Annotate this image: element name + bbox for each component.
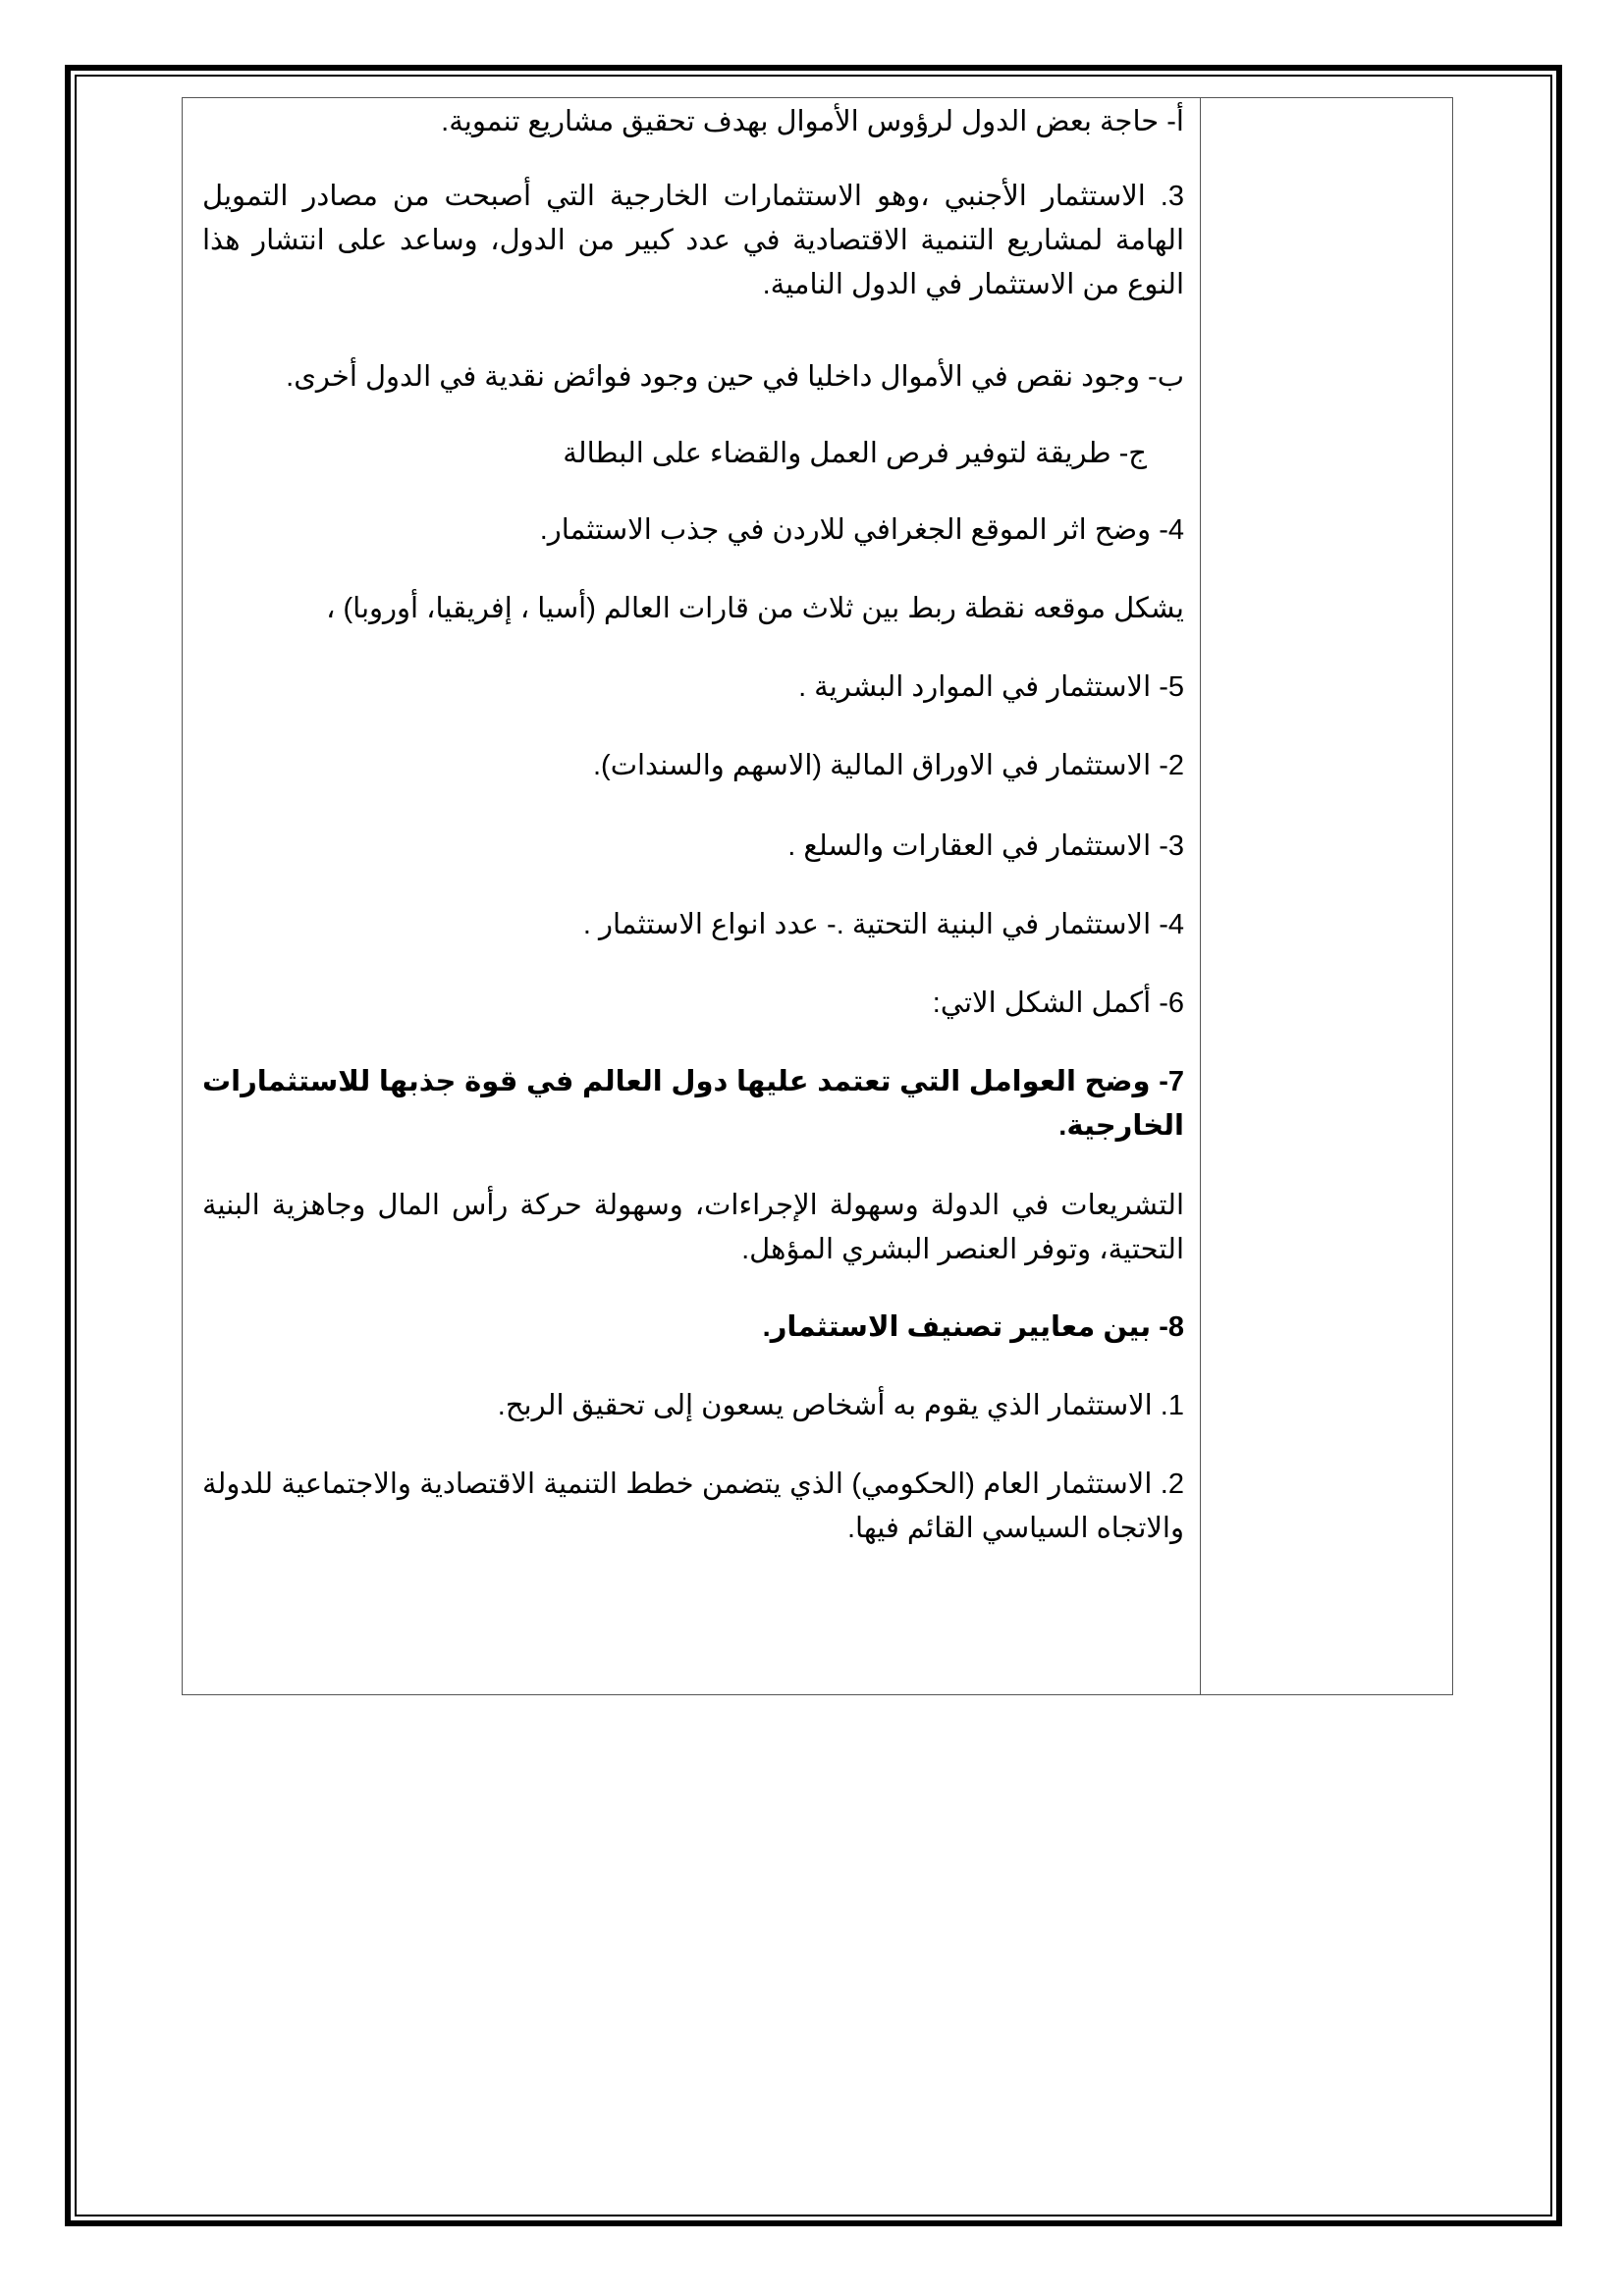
answer-3-foreign-investment: 3. الاستثمار الأجنبي ،وهو الاستثمارات الخارجية التي أصبحت من مصادر التمويل الهامة لمشاريع التنمية الاقتصادية في عدد كبير من الدول، وساعد على انتشار هذا النوع من الاستثمار في الدول النامية. bbox=[202, 181, 1184, 300]
list-item-infrastructure: 4- الاستثمار في البنية التحتية .- عدد انواع الاستثمار . bbox=[582, 909, 1184, 940]
answer-8-private-investment: 1. الاستثمار الذي يقوم به أشخاص يسعون إلى تحقيق الربح. bbox=[497, 1390, 1184, 1421]
answer-8-public-investment: 2. الاستثمار العام (الحكومي) الذي يتضمن خطط التنمية الاقتصادية والاجتماعية للدولة والاتجاه السياسي القائم فيها. bbox=[202, 1468, 1184, 1544]
question-6-complete-figure: 6- أكمل الشكل الاتي: bbox=[932, 988, 1184, 1019]
answer-7-attraction-factors: التشريعات في الدولة وسهولة الإجراءات، وسهولة حركة رأس المال وجاهزية البنية التحتية، وتوفر العنصر البشري المؤهل. bbox=[202, 1190, 1184, 1265]
question-8-classification: 8- بين معايير تصنيف الاستثمار. bbox=[762, 1311, 1184, 1343]
answer-c-jobs: ج- طريقة لتوفير فرص العمل والقضاء على البطالة bbox=[563, 438, 1147, 469]
answer-a-capital-need: أ- حاجة بعض الدول لرؤوس الأموال بهدف تحقيق مشاريع تنموية. bbox=[441, 106, 1184, 137]
table-main-column bbox=[202, 98, 1184, 1694]
list-item-real-estate: 3- الاستثمار في العقارات والسلع . bbox=[787, 830, 1184, 862]
answer-b-money-shortage: ب- وجود نقص في الأموال داخليا في حين وجود فوائض نقدية في الدول أخرى. bbox=[286, 361, 1184, 393]
answer-4-location: يشكل موقعه نقطة ربط بين ثلاث من قارات العالم (أسيا ، إفريقيا، أوروبا) ، bbox=[326, 593, 1184, 624]
list-item-securities: 2- الاستثمار في الاوراق المالية (الاسهم والسندات). bbox=[592, 750, 1184, 781]
table-side-column bbox=[1200, 98, 1201, 1694]
question-7-attraction-factors: 7- وضح العوامل التي تعتمد عليها دول العالم في قوة جذبها للاستثمارات الخارجية. bbox=[202, 1066, 1184, 1142]
list-item-human-resources: 5- الاستثمار في الموارد البشرية . bbox=[798, 671, 1184, 703]
question-4-location: 4- وضح اثر الموقع الجغرافي للاردن في جذب الاستثمار. bbox=[539, 514, 1184, 546]
content-table bbox=[182, 97, 1453, 1695]
